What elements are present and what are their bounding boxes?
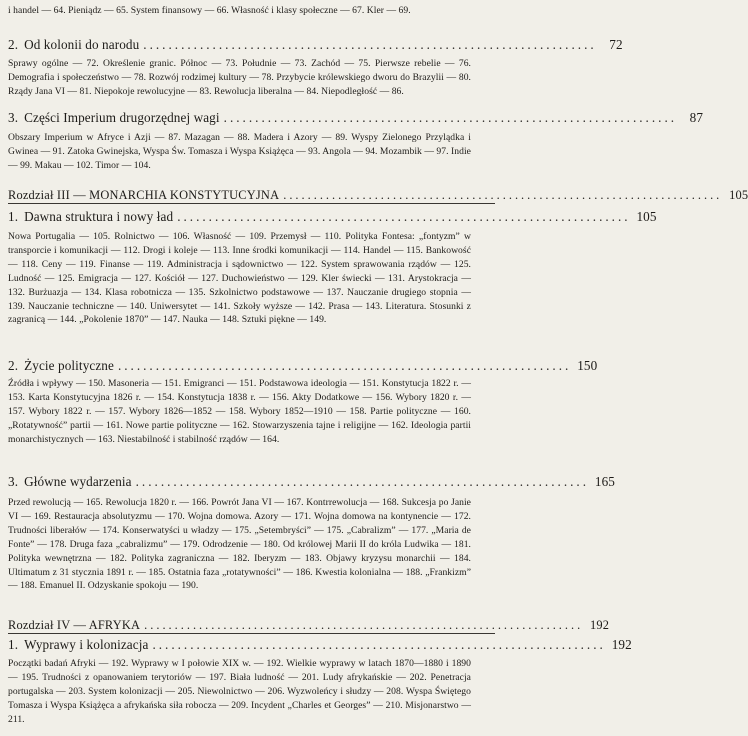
section-page: 192 xyxy=(611,637,632,652)
entry-text: Początki badań Afryki — 192. Wyprawy w I połowie XIX w. — 192. Wielkie wyprawy w latach 1870—1880 i 1890 — 195. Trudności z opanowaniem terytoriów — 197. Biała ludność — 201. Ludy afrykańskie — 202. Penetracja portugalska — 203. System kolonizacji — 205. Niewolnictwo — 206. Wyzwoleńcy i słudzy — 208. Wyspa Świętego Tomasza i Wyspa Książęca a afrykańska siła robocza — 209. Incydent „Charles et Georges” — 210. Misjonarstwo — 211. xyxy=(8,658,471,725)
chapter-page: 192 xyxy=(590,618,610,632)
chapter-title: Rozdział III — MONARCHIA KONSTYTUCYJNA xyxy=(8,188,280,202)
section-entries xyxy=(0,131,500,173)
section-number: 1. xyxy=(8,637,19,652)
section-entries xyxy=(0,657,500,727)
section-title: Życie polityczne xyxy=(24,358,114,373)
section-page: 72 xyxy=(609,37,623,52)
dot-leader: ........................................................................ xyxy=(283,188,723,202)
section-page: 150 xyxy=(577,358,598,373)
entry-text: Obszary Imperium w Afryce i Azji — 87. Mazagan — 88. Madera i Azory — 89. Wyspy Zielonego Przylądka i Gwinea — 91. Zatoka Gwinejska, Wyspa Św. Tomasza i Wyspa Książęca — 93. Angola — 94. Mozambik — 97. Indie — 99. Makau — 102. Timor — 104. xyxy=(8,132,471,171)
entry-text: i handel — 64. Pieniądz — 65. System finansowy — 66. Własność i klasy społeczne — 67. Kler — 69. xyxy=(8,5,411,16)
entry-text: Przed rewolucją — 165. Rewolucja 1820 r. — 166. Powrót Jana VI — 167. Kontrrewolucja — 168. Sukcesja po Janie VI — 169. Restauracja absolutyzmu — 170. Wojna domowa. Azory — 171. Wojna domowa na kontynencie — 172. Trudności liberałów — 174. Konserwatyści u władzy — 175. „Setembryści” — 175. „Cabralizm” — 177. „Maria de Fonte” — 178. Druga faza „cabralizmu” — 179. Odrodzenie — 180. Od królowej Marii II do króla Ludwika — 181. Polityka wewnętrzna — 182. Polityka zagraniczna — 182. Iberyzm — 183. Objawy kryzysu monarchii — 184. Ultimatum z 31 stycznia 1891 r. — 185. Ostatnia faza „rotatywności” — 186. Kwestia kolonialna — 188. „Frankizm” — 188. Emanuel II. Odzyskanie spokoju — 190. xyxy=(8,497,471,592)
dot-leader: ........................................................................ xyxy=(135,474,589,489)
section-heading xyxy=(8,209,657,225)
section-page: 87 xyxy=(689,110,704,125)
dot-leader: ........................................................................ xyxy=(152,637,606,652)
dot-leader: ........................................................................ xyxy=(143,37,597,52)
section-heading xyxy=(8,637,632,653)
chapter-rule xyxy=(8,203,495,204)
dot-leader: ........................................................................ xyxy=(117,358,572,373)
section-heading xyxy=(8,110,704,126)
section-page: 165 xyxy=(594,474,615,489)
chapter-rule xyxy=(8,633,495,634)
section-heading xyxy=(8,474,615,490)
section-title: Główne wydarzenia xyxy=(24,474,132,489)
section-number: 1. xyxy=(8,209,19,224)
section-entries xyxy=(0,377,500,447)
section-number: 3. xyxy=(8,110,19,125)
entry-text: Sprawy ogólne — 72. Określenie granic. Północ — 73. Południe — 73. Zachód — 75. Pierwsze rebelie — 76. Demografia i społeczeństwo — 78. Rozwój rodzimej kultury — 78. Przybycie królewskiego dworu do Brazylii — 80. Rządy Jana VI — 81. Niepokoje rewolucyjne — 83. Rewolucja liberalna — 84. Niepodległość — 86. xyxy=(8,58,471,97)
section-heading xyxy=(8,37,623,53)
section-entries xyxy=(0,496,500,593)
chapter-heading xyxy=(8,617,610,633)
dot-leader: ........................................................................ xyxy=(144,618,584,632)
section-title: Od kolonii do narodu xyxy=(24,37,140,52)
section-heading xyxy=(8,358,598,374)
section-title: Dawna struktura i nowy ład xyxy=(24,209,174,224)
section-number: 3. xyxy=(8,474,19,489)
section-entries xyxy=(0,230,500,327)
dot-leader: ........................................................................ xyxy=(223,110,678,125)
chapter-page: 105 xyxy=(729,188,748,202)
chapter-title: Rozdział IV — AFRYKA xyxy=(8,618,141,632)
section-number: 2. xyxy=(8,358,19,373)
entry-text: Źródła i wpływy — 150. Masoneria — 151. Emigranci — 151. Podstawowa ideologia — 151. Konstytucja 1822 r. — 153. Karta Konstytucyjna 1826 r. — 154. Konstytucja 1838 r. — 156. Akty Dodatkowe — 156. Wybory 1820 r. — 157. Wybory 1822 r. — 157. Wybory 1826—1852 — 158. Wybory 1852—1910 — 158. Partie polityczne — 160. „Rotatywność” partii — 161. Nowe partie polityczne — 162. Stowarzyszenia tajne i religijne — 162. Ideologia partii monarchistycznych — 163. Niestabilność i stabilność rządów — 164. xyxy=(8,378,471,445)
section-page: 105 xyxy=(636,209,657,224)
section-entries xyxy=(0,57,500,99)
section-title: Wyprawy i kolonizacja xyxy=(24,637,149,652)
section-title: Części Imperium drugorzędnej wagi xyxy=(24,110,220,125)
dot-leader: ........................................................................ xyxy=(177,209,631,224)
chapter-heading xyxy=(8,187,748,203)
carryover-entry xyxy=(0,4,500,18)
section-number: 2. xyxy=(8,37,19,52)
entry-text: Nowa Portugalia — 105. Rolnictwo — 106. Własność — 109. Przemysł — 110. Polityka Fontesa: „fontyzm” w transporcie i komunikacji — 112. Drogi i koleje — 113. Inne środki komunikacji — 114. Handel — 115. Bankowość — 118. Ceny — 119. Finanse — 119. Administracja i sądownictwo — 122. System sprawowania rządów — 125. Ludność — 125. Emigracja — 127. Kościół — 127. Duchowieństwo — 129. Kler świecki — 131. Arystokracja — 132. Burżuazja — 134. Klasa robotnicza — 135. Szkolnictwo podstawowe — 137. Nauczanie drugiego stopnia — 139. Nauczanie techniczne — 140. Uniwersytet — 141. Szkoły wyższe — 142. Prasa — 143. Literatura. Stosunki z zagranicą — 144. „Pokolenie 1870” — 147. Nauka — 148. Sztuki piękne — 149. xyxy=(8,231,471,326)
